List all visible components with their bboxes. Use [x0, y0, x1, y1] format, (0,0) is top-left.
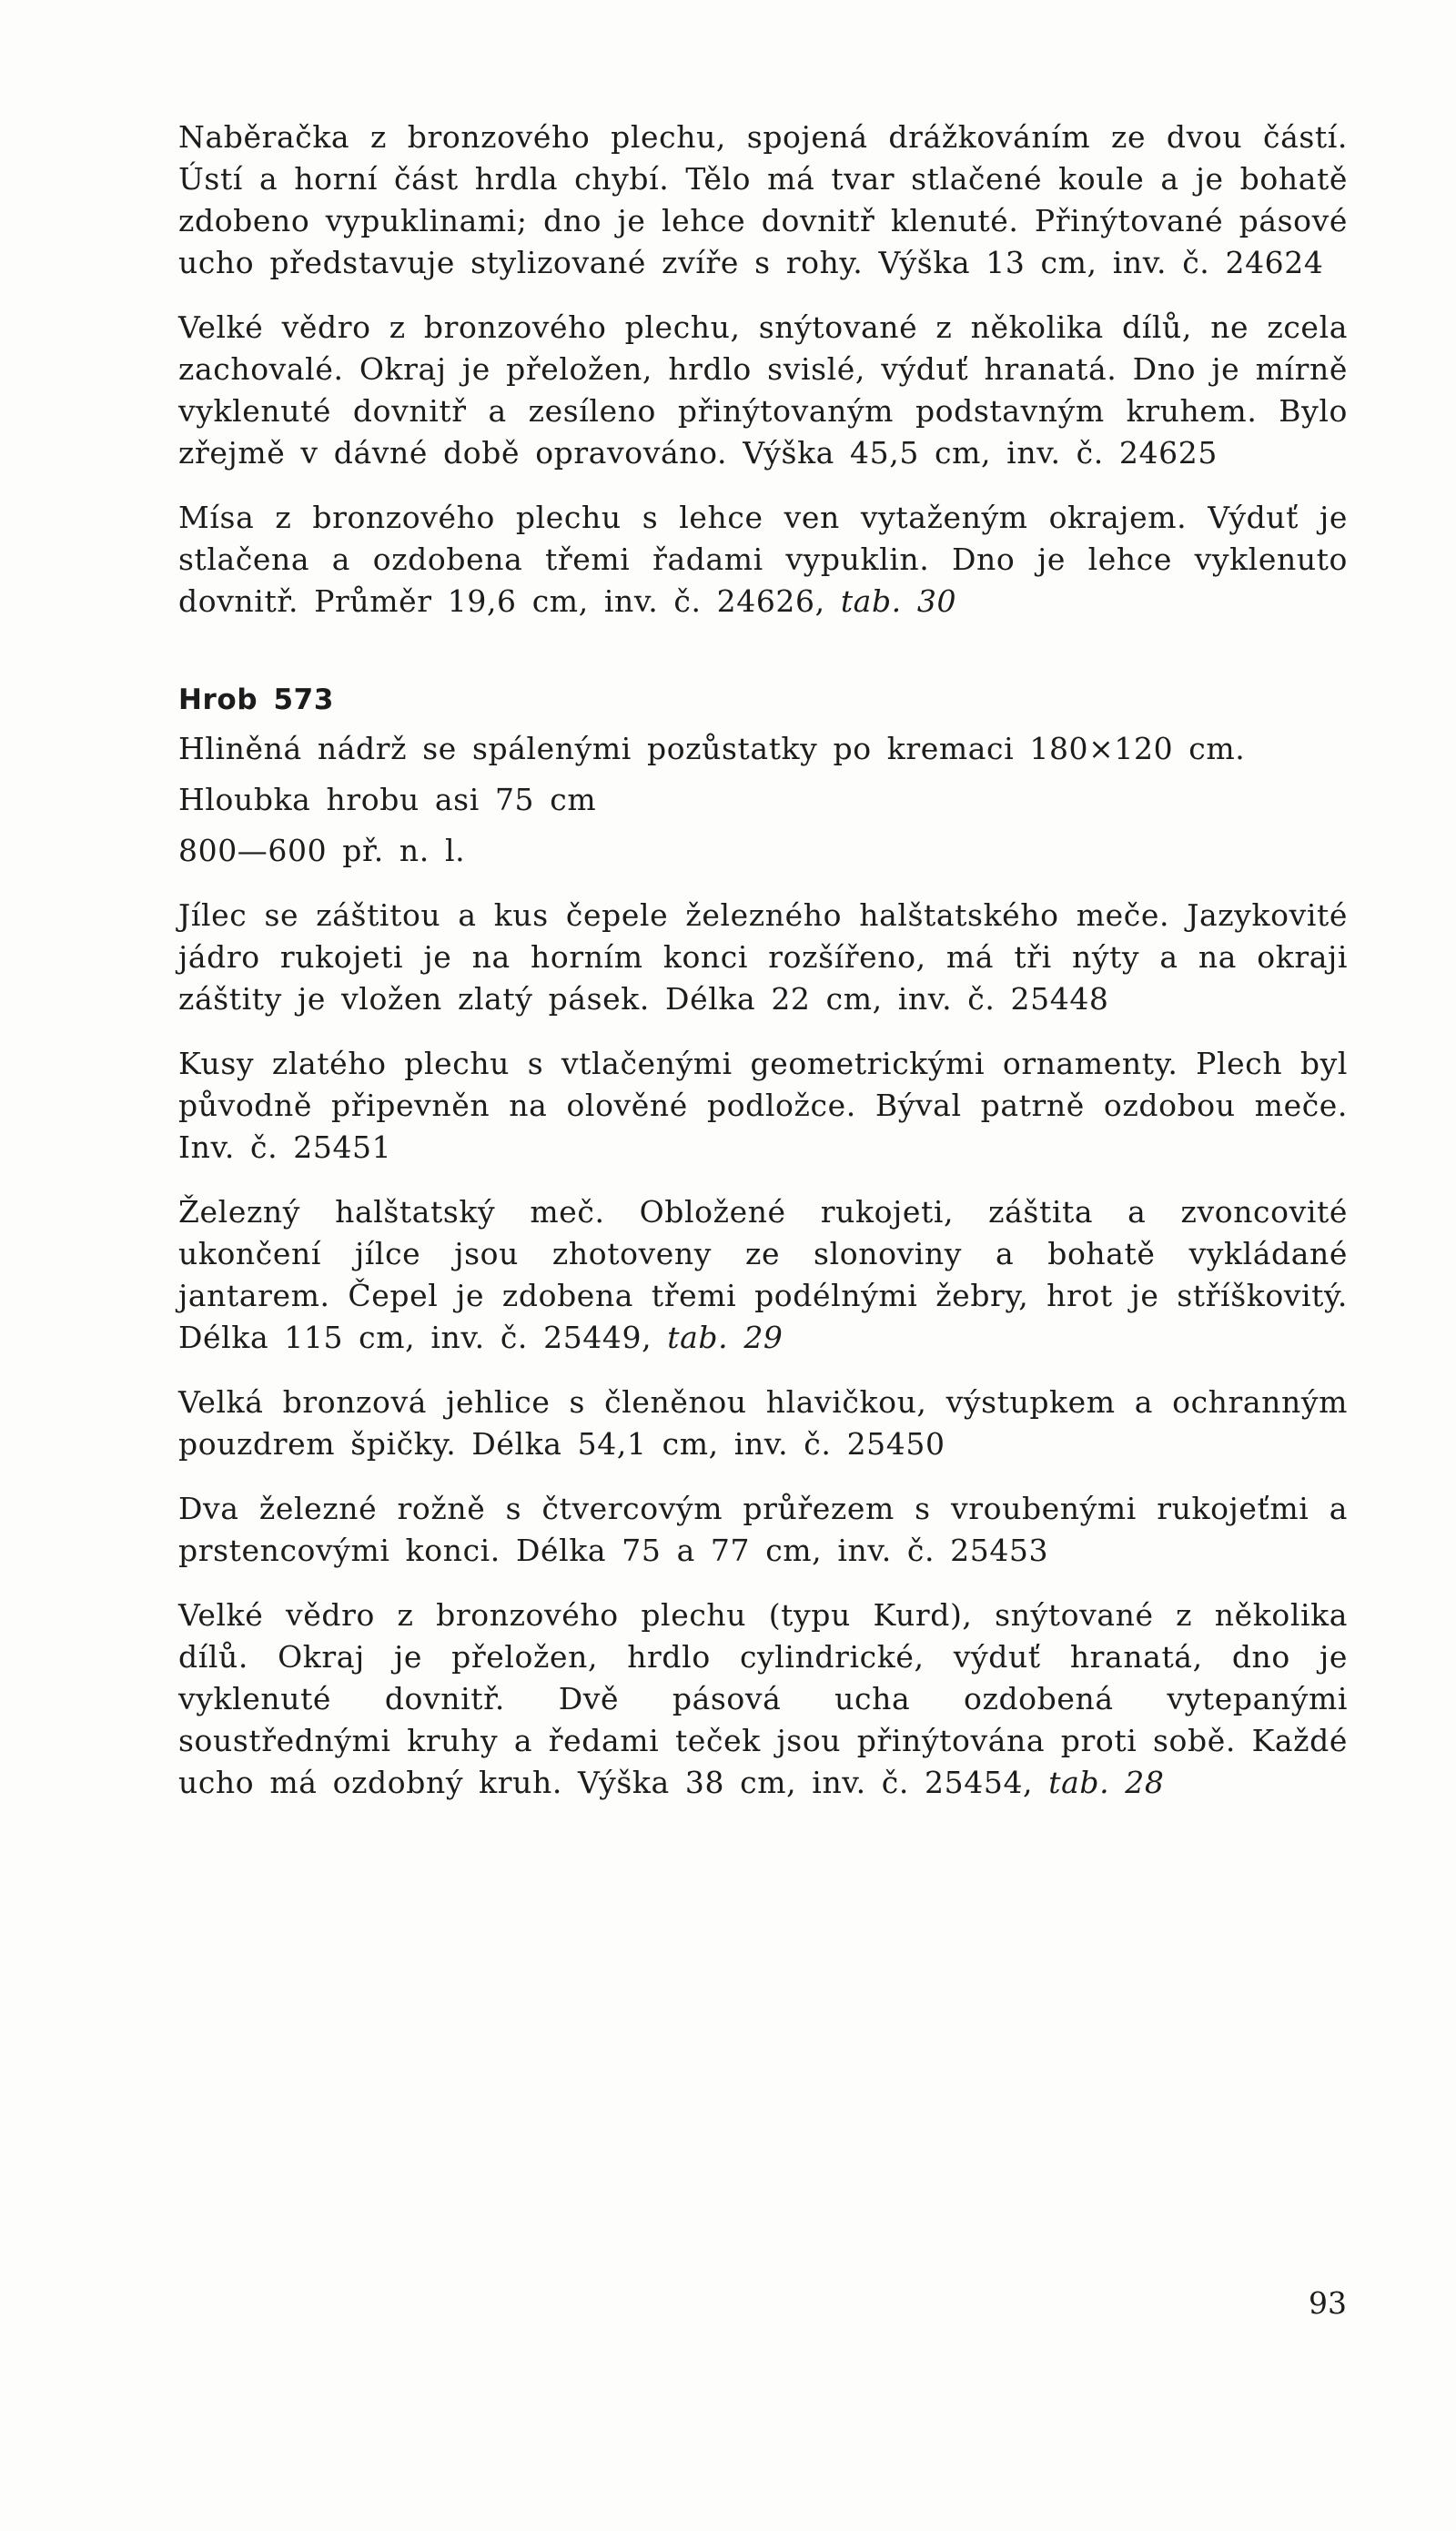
plate-reference: tab. 30 — [840, 583, 957, 619]
plate-reference: tab. 29 — [667, 1320, 784, 1355]
entry-text: Mísa z bronzového plechu s lehce ven vytaženým okrajem. Výduť je stlačena a ozdobena třemi řadami vypuklin. Dno je lehce vyklenuto dovnitř. Průměr 19,6 cm, inv. č. 24626, — [178, 500, 1348, 619]
catalog-entry — [178, 116, 1348, 284]
catalog-entry — [178, 307, 1348, 474]
catalog-entry — [178, 1382, 1348, 1465]
entry-text: Železný halštatský meč. Obložené rukojeti, záštita a zvoncovité ukončení jílce jsou zhotoveny ze slonoviny a bohatě vykládané jantarem. Čepel je zdobena třemi podélnými žebry, hrot je stříškovitý. Délka 115 cm, inv. č. 25449, — [178, 1194, 1348, 1355]
plate-reference: tab. 28 — [1048, 1765, 1165, 1800]
catalog-entry — [178, 1191, 1348, 1359]
grave-pit-description: Hliněná nádrž se spálenými pozůstatky po kremaci 180×120 cm. — [178, 731, 1246, 766]
catalog-entry — [178, 1595, 1348, 1804]
catalog-entry — [178, 1043, 1348, 1169]
page-body — [178, 116, 1348, 1827]
entry-text: Dva železné rožně s čtvercovým průřezem s vroubenými rukojeťmi a prstencovými konci. Délka 75 a 77 cm, inv. č. 25453 — [178, 1491, 1348, 1568]
entry-text: Jílec se záštitou a kus čepele železného halštatského meče. Jazykovité jádro rukojeti je na horním konci rozšířeno, má tři nýty a na okraji záštity je vložen zlatý pásek. Délka 22 cm, inv. č. 25448 — [178, 897, 1348, 1017]
entry-text: Velká bronzová jehlice s členěnou hlavičkou, výstupkem a ochranným pouzdrem špičky. Délka 54,1 cm, inv. č. 25450 — [178, 1384, 1348, 1462]
catalog-entry — [178, 497, 1348, 623]
grave-depth: Hloubka hrobu asi 75 cm — [178, 782, 597, 817]
entry-text: Kusy zlatého plechu s vtlačenými geometrickými ornamenty. Plech byl původně připevněn na olověné podložce. Býval patrně ozdobou meče. Inv. č. 25451 — [178, 1046, 1348, 1165]
entry-text: Velké vědro z bronzového plechu, snýtované z několika dílů, ne zcela zachovalé. Okraj je přeložen, hrdlo svislé, výduť hranatá. Dno je mírně vyklenuté dovnitř a zesíleno přinýtovaným podstavným kruhem. Bylo zřejmě v dávné době opravováno. Výška 45,5 cm, inv. č. 24625 — [178, 309, 1348, 471]
page-number: 93 — [1309, 2285, 1347, 2321]
entry-text: Velké vědro z bronzového plechu (typu Kurd), snýtované z několika dílů. Okraj je přeložen, hrdlo cylindrické, výduť hranatá, dno je vyklenuté dovnitř. Dvě pásová ucha ozdobená vytepanými soustřednými kruhy a ředami teček jsou přinýtována proti sobě. Každé ucho má ozdobný kruh. Výška 38 cm, inv. č. 25454, — [178, 1597, 1348, 1800]
grave-dating: 800—600 př. n. l. — [178, 833, 466, 868]
catalog-entry — [178, 1488, 1348, 1572]
catalog-entry — [178, 895, 1348, 1020]
entry-text: Naběračka z bronzového plechu, spojená drážkováním ze dvou částí. Ústí a horní část hrdla chybí. Tělo má tvar stlačené koule a je bohatě zdobeno vypuklinami; dno je lehce dovnitř klenuté. Přinýtované pásové ucho představuje stylizované zvíře s rohy. Výška 13 cm, inv. č. 24624 — [178, 119, 1348, 280]
grave-heading: Hrob 573 — [178, 683, 335, 716]
